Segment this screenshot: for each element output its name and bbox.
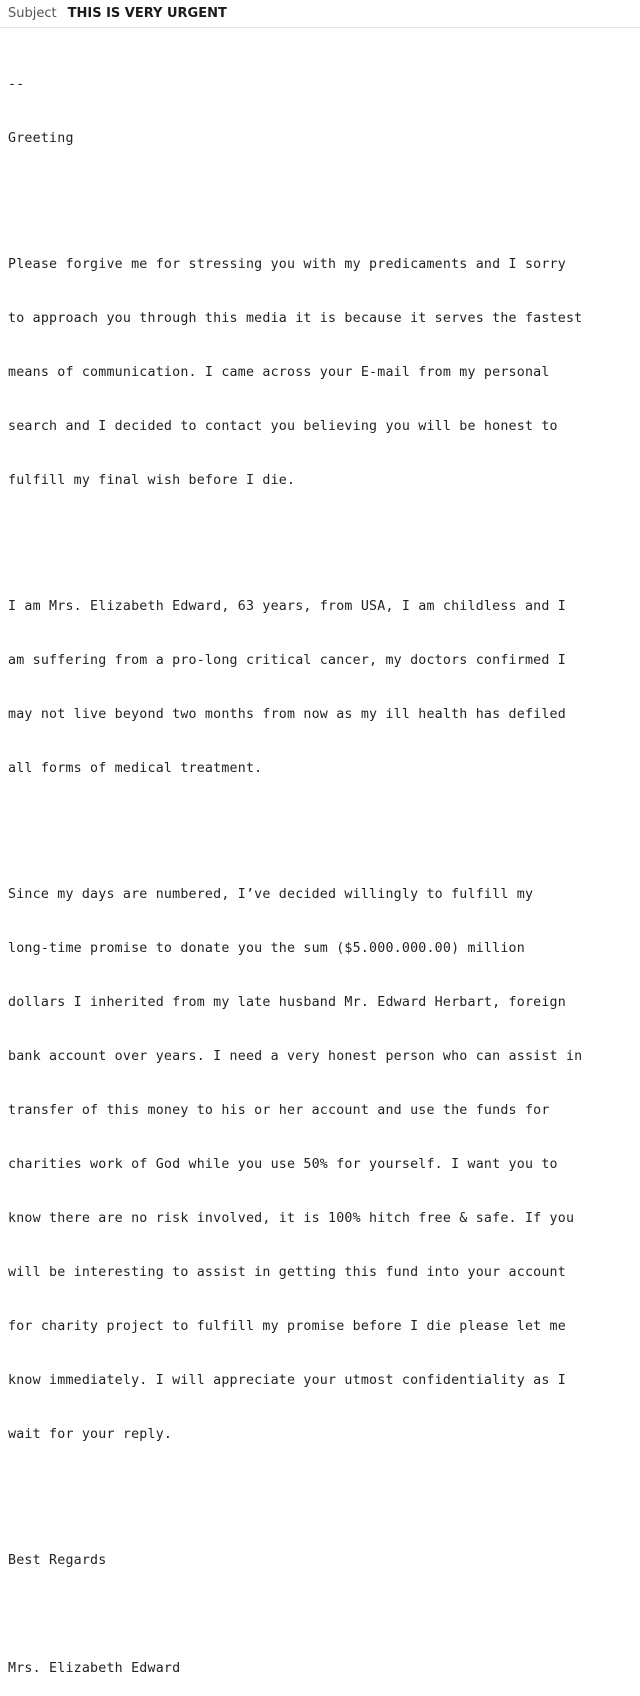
paragraph-3-line: for charity project to fulfill my promise before I die please let me [8,1319,566,1334]
paragraph-3-line: charities work of God while you use 50% for yourself. I want you to [8,1157,558,1172]
email-header [0,0,640,28]
subject-text: THIS IS VERY URGENT [67,6,227,21]
paragraph-3-line: know immediately. I will appreciate your utmost confidentiality as I [8,1373,566,1388]
paragraph-gap [8,526,636,544]
separator: -- [8,77,25,92]
paragraph-2-line: all forms of medical treatment. [8,761,263,776]
paragraph-3-line: wait for your reply. [8,1427,173,1442]
paragraph-3-line: know there are no risk involved, it is 100% hitch free & safe. If you [8,1211,575,1226]
paragraph-gap [8,814,636,832]
paragraph-gap [8,1480,636,1498]
paragraph-3-line: transfer of this money to his or her account and use the funds for [8,1103,550,1118]
signature: Mrs. Elizabeth Edward [8,1661,181,1676]
paragraph-gap [8,184,636,202]
paragraph-3-line: dollars I inherited from my late husband Mr. Edward Herbart, foreign [8,995,566,1010]
paragraph-3-line: will be interesting to assist in getting this fund into your account [8,1265,566,1280]
paragraph-3-line: long-time promise to donate you the sum ($5.000.000.00) million [8,941,525,956]
paragraph-1-line: search and I decided to contact you believing you will be honest to [8,419,558,434]
paragraph-gap [8,1606,636,1624]
paragraph-1-line: to approach you through this media it is because it serves the fastest [8,311,583,326]
subject-label: Subject [8,6,57,21]
paragraph-3-line: Since my days are numbered, I’ve decided willingly to fulfill my [8,887,534,902]
closing: Best Regards [8,1553,107,1568]
paragraph-1-line: means of communication. I came across your E-mail from my personal [8,365,550,380]
paragraph-3-line: bank account over years. I need a very honest person who can assist in [8,1049,583,1064]
paragraph-2-line: may not live beyond two months from now as my ill health has defiled [8,707,566,722]
paragraph-2-line: am suffering from a pro-long critical cancer, my doctors confirmed I [8,653,566,668]
paragraph-2-line: I am Mrs. Elizabeth Edward, 63 years, from USA, I am childless and I [8,599,566,614]
paragraph-1-line: fulfill my final wish before I die. [8,473,296,488]
email-body [8,40,636,1696]
greeting: Greeting [8,131,74,146]
paragraph-1-line: Please forgive me for stressing you with my predicaments and I sorry [8,257,566,272]
